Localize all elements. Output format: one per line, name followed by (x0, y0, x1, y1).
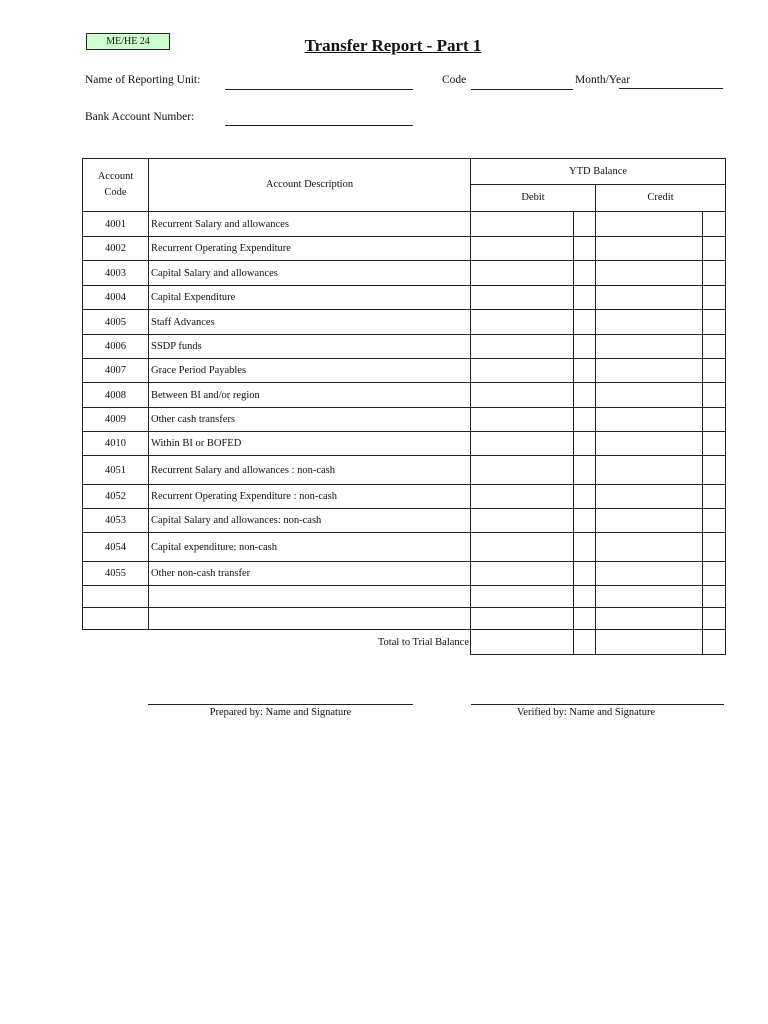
credit-amount-cell[interactable] (596, 212, 703, 237)
account-code-cell: 4005 (83, 310, 149, 335)
table-row (83, 237, 726, 261)
credit-cents-cell[interactable] (703, 608, 726, 630)
table-row (83, 383, 726, 408)
debit-cents-cell[interactable] (574, 432, 596, 456)
credit-cents-cell[interactable] (703, 212, 726, 237)
table-row (83, 261, 726, 286)
debit-amount-cell[interactable] (471, 286, 574, 310)
debit-cents-cell[interactable] (574, 237, 596, 261)
header-ytd-balance: YTD Balance (471, 159, 726, 185)
debit-amount-cell[interactable] (471, 261, 574, 286)
debit-cents-cell[interactable] (574, 286, 596, 310)
header-credit: Credit (596, 185, 726, 212)
header-code-line2: Code (104, 187, 127, 198)
debit-cents-cell[interactable] (574, 533, 596, 562)
credit-amount-cell[interactable] (596, 509, 703, 533)
credit-amount-cell[interactable] (596, 359, 703, 383)
account-description-cell: Staff Advances (149, 310, 471, 335)
credit-amount-cell[interactable] (596, 456, 703, 485)
credit-amount-cell[interactable] (596, 310, 703, 335)
account-code-cell: 4055 (83, 562, 149, 586)
credit-amount-cell[interactable] (596, 608, 703, 630)
credit-cents-cell[interactable] (703, 237, 726, 261)
credit-cents-cell[interactable] (703, 261, 726, 286)
total-row (83, 630, 726, 655)
table-row (83, 310, 726, 335)
bank-account-field[interactable] (225, 125, 413, 126)
credit-cents-cell[interactable] (703, 383, 726, 408)
debit-amount-cell[interactable] (471, 383, 574, 408)
table-row (83, 286, 726, 310)
bank-account-label: Bank Account Number: (85, 111, 195, 123)
table-row (83, 562, 726, 586)
code-label: Code (442, 74, 467, 86)
credit-cents-cell[interactable] (703, 408, 726, 432)
verified-by-label: Verified by: Name and Signature (516, 707, 656, 718)
header-debit: Debit (471, 185, 596, 212)
debit-cents-cell[interactable] (574, 608, 596, 630)
credit-total-cell[interactable] (596, 630, 703, 655)
account-description-cell: Other cash transfers (149, 408, 471, 432)
table-row (83, 408, 726, 432)
debit-amount-cell[interactable] (471, 586, 574, 608)
month-year-label: Month/Year (575, 74, 631, 86)
debit-cents-cell[interactable] (574, 485, 596, 509)
debit-amount-cell[interactable] (471, 212, 574, 237)
table-row (83, 432, 726, 456)
debit-amount-cell[interactable] (471, 456, 574, 485)
prepared-signature-line[interactable] (148, 704, 413, 705)
code-field[interactable] (471, 89, 573, 90)
debit-amount-cell[interactable] (471, 608, 574, 630)
account-description-cell: Other non-cash transfer (149, 562, 471, 586)
debit-total-cell[interactable] (471, 630, 574, 655)
debit-amount-cell[interactable] (471, 432, 574, 456)
account-description-cell: SSDP funds (149, 335, 471, 359)
debit-amount-cell[interactable] (471, 310, 574, 335)
header-code-line1: Account (97, 171, 134, 182)
debit-cents-cell[interactable] (574, 383, 596, 408)
credit-amount-cell[interactable] (596, 237, 703, 261)
table-row (83, 456, 726, 485)
form-code-badge: ME/HE 24 (86, 33, 170, 50)
debit-cents-cell[interactable] (574, 310, 596, 335)
account-code-cell: 4010 (83, 432, 149, 456)
account-description-cell: Within BI or BOFED (149, 432, 471, 456)
reporting-unit-label: Name of Reporting Unit: (85, 74, 201, 86)
reporting-unit-field[interactable] (225, 89, 413, 90)
credit-amount-cell[interactable] (596, 286, 703, 310)
credit-cents-cell[interactable] (703, 432, 726, 456)
month-year-field[interactable] (619, 88, 723, 89)
account-code-cell: 4002 (83, 237, 149, 261)
account-description-cell: Between BI and/or region (149, 383, 471, 408)
account-description-cell (149, 608, 471, 630)
account-description-cell: Grace Period Payables (149, 359, 471, 383)
credit-amount-cell[interactable] (596, 562, 703, 586)
credit-amount-cell[interactable] (596, 432, 703, 456)
credit-amount-cell[interactable] (596, 383, 703, 408)
account-description-cell: Capital Salary and allowances: non-cash (149, 509, 471, 533)
debit-amount-cell[interactable] (471, 359, 574, 383)
account-description-cell: Recurrent Salary and allowances (149, 212, 471, 237)
credit-cents-cell[interactable] (703, 485, 726, 509)
debit-cents-cell[interactable] (574, 359, 596, 383)
debit-cents-cell[interactable] (574, 212, 596, 237)
debit-amount-cell[interactable] (471, 509, 574, 533)
account-description-cell: Recurrent Operating Expenditure : non-cash (149, 485, 471, 509)
table-row (83, 359, 726, 383)
debit-amount-cell[interactable] (471, 335, 574, 359)
credit-cents-cell[interactable] (703, 456, 726, 485)
total-label: Total to Trial Balance (83, 630, 471, 655)
credit-cents-cell[interactable] (703, 335, 726, 359)
debit-amount-cell[interactable] (471, 533, 574, 562)
credit-cents-cell[interactable] (703, 310, 726, 335)
transfer-table (82, 158, 726, 655)
account-description-cell: Recurrent Operating Expenditure (149, 237, 471, 261)
account-code-cell: 4001 (83, 212, 149, 237)
account-code-cell: 4003 (83, 261, 149, 286)
account-description-cell: Capital Salary and allowances (149, 261, 471, 286)
account-description-cell: Capital expenditure: non-cash (149, 533, 471, 562)
debit-cents-cell[interactable] (574, 335, 596, 359)
debit-amount-cell[interactable] (471, 562, 574, 586)
debit-cents-cell[interactable] (574, 408, 596, 432)
header-account-code (83, 159, 149, 212)
account-code-cell: 4052 (83, 485, 149, 509)
header-account-description: Account Description (149, 159, 471, 212)
debit-cents-cell[interactable] (574, 509, 596, 533)
account-code-cell: 4004 (83, 286, 149, 310)
credit-amount-cell[interactable] (596, 261, 703, 286)
account-code-cell (83, 608, 149, 630)
debit-cents-cell[interactable] (574, 562, 596, 586)
account-code-cell: 4054 (83, 533, 149, 562)
table-row (83, 485, 726, 509)
credit-amount-cell[interactable] (596, 586, 703, 608)
account-description-cell: Recurrent Salary and allowances : non-cash (149, 456, 471, 485)
account-code-cell: 4009 (83, 408, 149, 432)
table-row (83, 608, 726, 630)
table-header-row (83, 159, 726, 185)
debit-total-cents-cell[interactable] (574, 630, 596, 655)
credit-cents-cell[interactable] (703, 562, 726, 586)
debit-cents-cell[interactable] (574, 586, 596, 608)
account-code-cell: 4006 (83, 335, 149, 359)
credit-total-cents-cell[interactable] (703, 630, 726, 655)
credit-cents-cell[interactable] (703, 533, 726, 562)
table-row (83, 586, 726, 608)
account-code-cell (83, 586, 149, 608)
debit-cents-cell[interactable] (574, 261, 596, 286)
account-description-cell (149, 586, 471, 608)
account-description-cell: Capital Expenditure (149, 286, 471, 310)
table-row (83, 533, 726, 562)
credit-amount-cell[interactable] (596, 485, 703, 509)
debit-cents-cell[interactable] (574, 456, 596, 485)
table-row (83, 212, 726, 237)
credit-amount-cell[interactable] (596, 533, 703, 562)
credit-amount-cell[interactable] (596, 335, 703, 359)
table-row (83, 335, 726, 359)
debit-amount-cell[interactable] (471, 408, 574, 432)
verified-signature-line[interactable] (471, 704, 724, 705)
table-row (83, 509, 726, 533)
prepared-by-label: Prepared by: Name and Signature (209, 707, 352, 718)
credit-cents-cell[interactable] (703, 359, 726, 383)
account-code-cell: 4051 (83, 456, 149, 485)
debit-amount-cell[interactable] (471, 485, 574, 509)
debit-amount-cell[interactable] (471, 237, 574, 261)
account-code-cell: 4008 (83, 383, 149, 408)
credit-cents-cell[interactable] (703, 286, 726, 310)
account-code-cell: 4053 (83, 509, 149, 533)
credit-cents-cell[interactable] (703, 586, 726, 608)
account-code-cell: 4007 (83, 359, 149, 383)
credit-amount-cell[interactable] (596, 408, 703, 432)
credit-cents-cell[interactable] (703, 509, 726, 533)
page-title: Transfer Report - Part 1 (304, 36, 482, 55)
